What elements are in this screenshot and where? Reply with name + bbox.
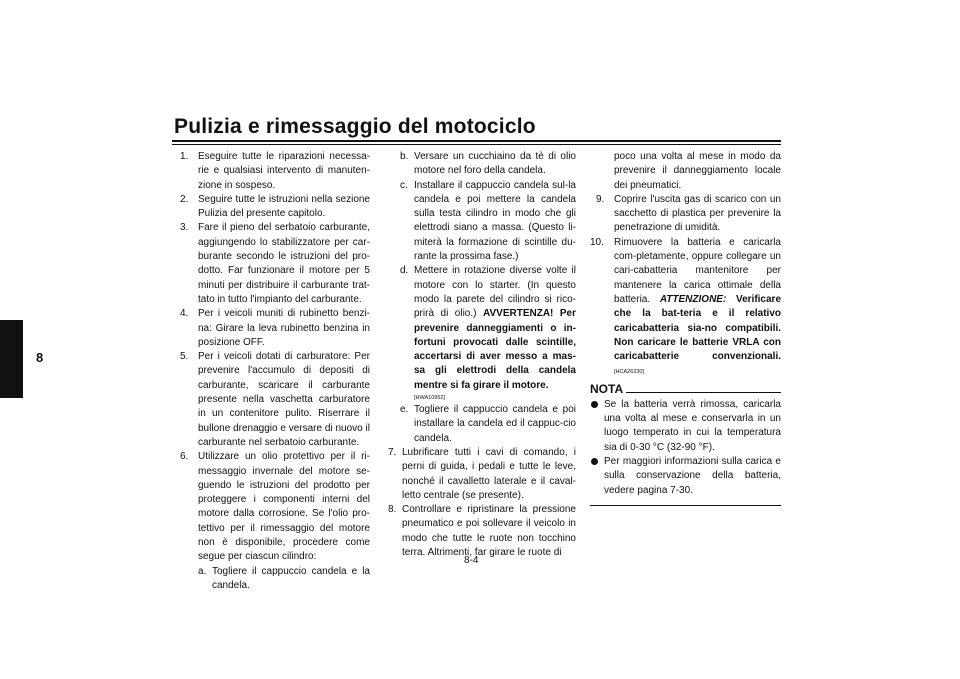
sub-item-letter: a.	[198, 565, 207, 577]
sub-item-text: Installare il cappuccio candela sul-la candela e poi mettere la candela sulla testa cilindro in modo che gli elettrodi siano a massa. (Questo li-miterà la formazione di scintille du-rante la prossima fase.)	[414, 179, 576, 263]
sub-item	[388, 150, 576, 179]
warning-text: AVVERTENZA! Per prevenire danneggiamenti o in-fortuni provocati dalle scintille, accertarsi di aver messo a mas-sa gli elettrodi della candela mentre si fa girare il motore.	[414, 308, 576, 391]
list-item-continued	[590, 150, 781, 193]
sub-item-text: Togliere il cappuccio candela e poi installare la candela ed il cappuc-cio candela.	[414, 404, 576, 444]
list-item	[590, 193, 781, 236]
sub-item	[174, 565, 370, 594]
list-item	[174, 350, 370, 450]
list-item	[174, 450, 370, 564]
item-text: Lubrificare tutti i cavi di comando, i perni di guida, i pedali e tutte le leve, nonché il cavalletto laterale e il caval-letto centrale (se presente).	[402, 446, 576, 501]
item-text: poco una volta al mese in modo da prevenire il danneggiamento locale dei pneumatici.	[614, 151, 781, 191]
item-number: 10.	[590, 236, 604, 248]
note-end-rule	[590, 505, 781, 506]
note-label: NOTA	[590, 381, 624, 396]
item-text: Per i veicoli dotati di carburatore: Per prevenire l'accumulo di depositi di carburante, scaricare il carburante presente nella vaschetta carburatore in un contenitore pulito. Riserrare il bullone drenaggio e versare di nuovo il carburante nel serbatoio carburante.	[198, 351, 370, 448]
item-number: 1.	[180, 151, 189, 162]
item-number: 7.	[388, 446, 397, 458]
sub-item-text: Versare un cucchiaino da tè di olio motore nel foro della candela.	[414, 151, 576, 177]
attention-code: [HCA26330]	[614, 369, 644, 376]
list-item	[590, 236, 781, 379]
page-number: 8-4	[464, 555, 479, 566]
attention-text: Verificare che la bat-teria e il relativo caricabatteria sia-no compatibili. Non caricare le batterie VRLA con caricabatterie convenzionali.	[614, 293, 782, 363]
note-bullet	[590, 455, 781, 498]
list-item	[388, 446, 576, 503]
attention-label: ATTENZIONE:	[659, 293, 727, 305]
warning-code: [HWA10952]	[414, 395, 445, 402]
list-item	[174, 193, 370, 222]
chapter-tab	[0, 320, 23, 398]
sub-item	[388, 264, 576, 403]
sub-item	[388, 179, 576, 265]
item-number: 5.	[180, 351, 189, 363]
sub-item-text: Togliere il cappuccio candela e la candela.	[212, 565, 370, 591]
item-text: Controllare e ripristinare la pressione pneumatico e poi sollevare il veicolo in modo che tutte le ruote non tocchino terra. Altrimenti, far girare le ruote di	[402, 504, 576, 559]
item-text: Fare il pieno del serbatoio carburante, aggiungendo lo stabilizzatore per car-burante secondo le istruzioni del pro-dotto. Far funzionare il motore per 5 minuti per distribuire il carburante trat-tato in tutto l'impianto del carburante.	[198, 222, 370, 305]
list-item	[174, 221, 370, 307]
sub-item-letter: d.	[400, 265, 409, 277]
item-number: 9.	[596, 193, 605, 205]
note-rule	[626, 392, 781, 393]
list-item	[174, 150, 370, 193]
sub-item-letter: e.	[400, 404, 409, 416]
item-text: Coprire l'uscita gas di scarico con un sacchetto di plastica per prevenire la penetrazione di umidità.	[614, 193, 781, 234]
sub-item-letter: b.	[400, 151, 409, 162]
note-text: Per maggiori informazioni sulla carica e sulla conservazione della batteria, vedere pagina 7-30.	[604, 455, 781, 496]
bullet-icon	[591, 401, 598, 408]
column-1	[174, 150, 370, 593]
sub-item-text: Mettere in rotazione diverse volte il motore con lo starter. (In questo modo la parete del cilindro si rico-prirà di olio.)	[414, 265, 576, 320]
chapter-number: 8	[36, 350, 44, 365]
item-number: 8.	[388, 504, 397, 516]
item-text: Rimuovere la batteria e caricarla com-pletamente, oppure collegare un cari-cabatteria mantenitore per mantenere la carica ottimale della batteria.	[614, 236, 781, 305]
page-title: Pulizia e rimessaggio del motociclo	[174, 115, 536, 138]
item-text: Utilizzare un olio protettivo per il ri-messaggio invernale del motore se-guendo le istruzioni del prodotto per proteggere i componenti interni del motore dalla corrosione. Se l'olio pro-tettivo per il rimessaggio del motore non è disponibile, procedere come segue per ciascun cilindro:	[198, 451, 370, 563]
item-number: 2.	[180, 193, 189, 205]
note-text: Se la batteria verrà rimossa, caricarla una volta al mese e conservarla in un luogo temperato in cui la temperatura sia di 0-30 °C (32-90 °F).	[604, 398, 781, 453]
header-rule-thin	[172, 144, 781, 145]
list-item	[174, 307, 370, 350]
list-item	[388, 503, 576, 560]
note-header	[590, 382, 781, 396]
item-text: Eseguire tutte le riparazioni necessa-rie e qualsiasi intervento di manuten-zione in sospeso.	[198, 151, 370, 191]
item-text: Seguire tutte le istruzioni nella sezione Pulizia del presente capitolo.	[198, 193, 370, 220]
sub-item-letter: c.	[400, 179, 408, 191]
item-text: Per i veicoli muniti di rubinetto benzi-na: Girare la leva rubinetto benzina in posizione OFF.	[198, 308, 370, 348]
item-number: 6.	[180, 451, 189, 463]
sub-item	[388, 403, 576, 446]
column-3	[590, 150, 781, 506]
column-2	[388, 150, 576, 560]
item-number: 4.	[180, 308, 189, 320]
header-rule-thick	[172, 140, 781, 142]
note-bullet	[590, 398, 781, 455]
bullet-icon	[591, 458, 598, 465]
item-number: 3.	[180, 222, 189, 234]
